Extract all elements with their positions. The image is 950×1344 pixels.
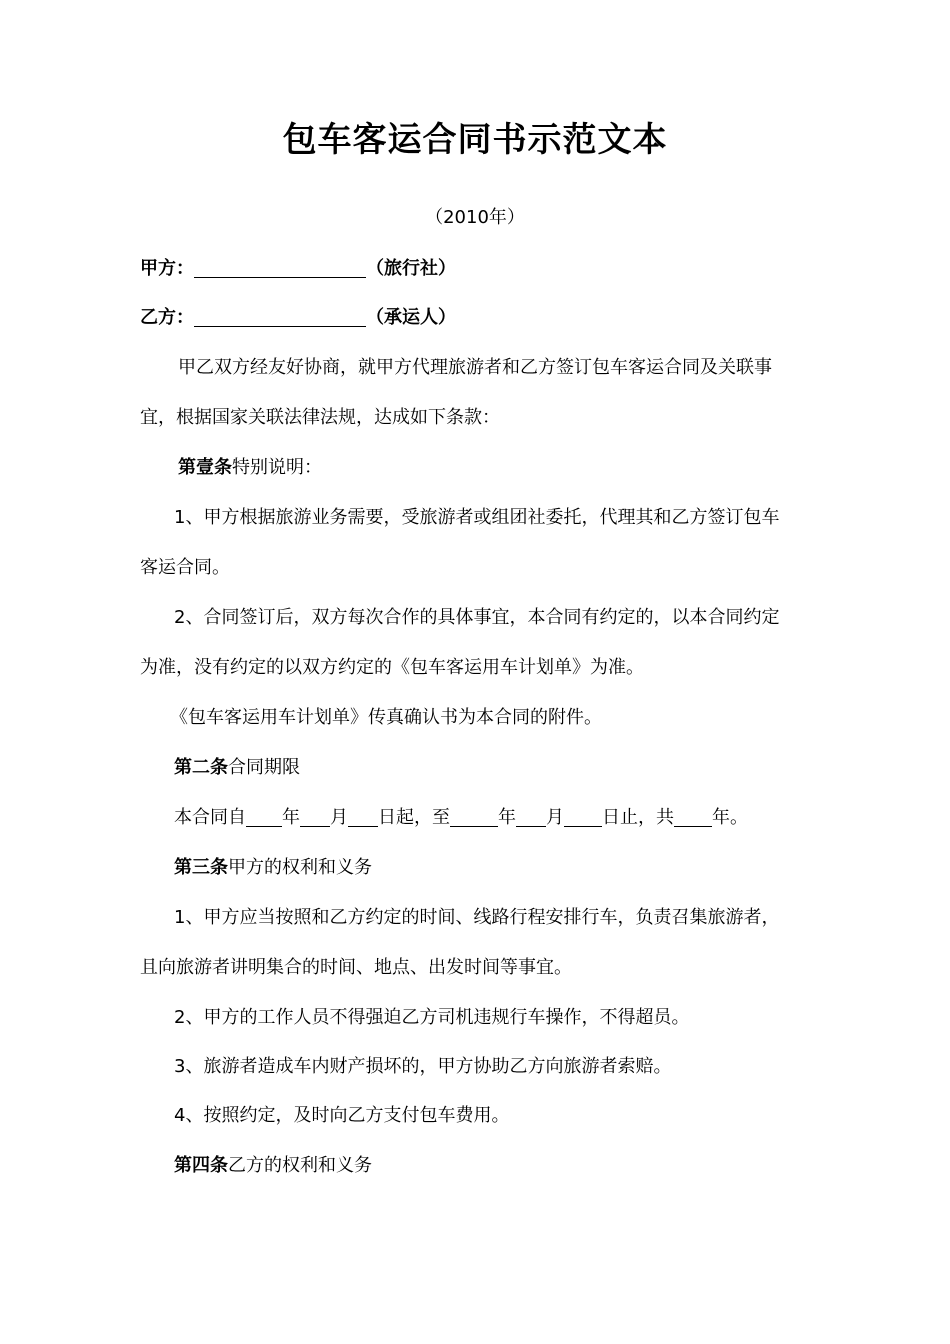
party-a-line: [140, 256, 456, 282]
article-4-heading: [174, 1153, 372, 1179]
party-a-blank: [194, 257, 366, 278]
term-end-year-blank: [450, 806, 498, 827]
article-3-item-3: 3、旅游者造成车内财产损坏的，甲方协助乙方向旅游者索赔。: [174, 1056, 672, 1077]
article-1-item-2-line-2: 为准，没有约定的以双方约定的《包车客运用车计划单》为准。: [140, 657, 644, 678]
article-1-number: 第壹条: [178, 457, 232, 478]
term-start-year-blank: [246, 806, 282, 827]
article-3-heading: [174, 855, 372, 881]
party-b-line: [140, 305, 456, 331]
term-text-year-2: 年: [498, 807, 516, 828]
term-text-day-2: 日止，共: [602, 807, 674, 828]
article-1-item-2-line-1: 2、合同签订后，双方每次合作的具体事宜，本合同有约定的，以本合同约定: [174, 607, 780, 628]
term-text-month-1: 月: [330, 807, 348, 828]
article-3-item-1-line-1: 1、甲方应当按照和乙方约定的时间、线路行程安排行车，负责召集旅游者，: [174, 907, 780, 928]
article-1-item-1-line-2: 客运合同。: [140, 557, 230, 578]
term-text-end: 年。: [712, 807, 748, 828]
year-note: （2010年）: [425, 207, 525, 228]
article-3-title: 甲方的权利和义务: [228, 857, 372, 878]
article-4-title: 乙方的权利和义务: [228, 1155, 372, 1176]
article-4-number: 第四条: [174, 1155, 228, 1176]
term-start-day-blank: [348, 806, 378, 827]
term-text-month-2: 月: [546, 807, 564, 828]
party-b-suffix: （承运人）: [366, 307, 456, 328]
article-3-item-4: 4、按照约定，及时向乙方支付包车费用。: [174, 1105, 510, 1126]
article-1-attachment-note: 《包车客运用车计划单》传真确认书为本合同的附件。: [170, 707, 602, 728]
article-3-item-1-line-2: 且向旅游者讲明集合的时间、地点、出发时间等事宜。: [140, 957, 572, 978]
term-end-day-blank: [564, 806, 602, 827]
term-end-month-blank: [516, 806, 546, 827]
term-text-start: 本合同自: [174, 807, 246, 828]
party-a-label: 甲方：: [140, 258, 194, 279]
intro-line-2: 宜，根据国家关联法律法规，达成如下条款：: [140, 407, 500, 428]
article-2-title: 合同期限: [228, 757, 300, 778]
article-1-title: 特别说明：: [232, 457, 322, 478]
party-a-suffix: （旅行社）: [366, 258, 456, 279]
term-text-year-1: 年: [282, 807, 300, 828]
term-text-day-1: 日起，至: [378, 807, 450, 828]
contract-term-line: [174, 805, 748, 831]
document-title: 包车客运合同书示范文本: [282, 120, 668, 160]
article-2-number: 第二条: [174, 757, 228, 778]
article-1-item-1-line-1: 1、甲方根据旅游业务需要，受旅游者或组团社委托，代理其和乙方签订包车: [174, 507, 780, 528]
term-start-month-blank: [300, 806, 330, 827]
article-3-item-2: 2、甲方的工作人员不得强迫乙方司机违规行车操作，不得超员。: [174, 1007, 690, 1028]
party-b-label: 乙方：: [140, 307, 194, 328]
party-b-blank: [194, 306, 366, 327]
article-1-heading: [178, 455, 322, 481]
article-3-number: 第三条: [174, 857, 228, 878]
intro-line-1: 甲乙双方经友好协商，就甲方代理旅游者和乙方签订包车客运合同及关联事: [178, 357, 772, 378]
article-2-heading: [174, 755, 300, 781]
term-duration-blank: [674, 806, 712, 827]
